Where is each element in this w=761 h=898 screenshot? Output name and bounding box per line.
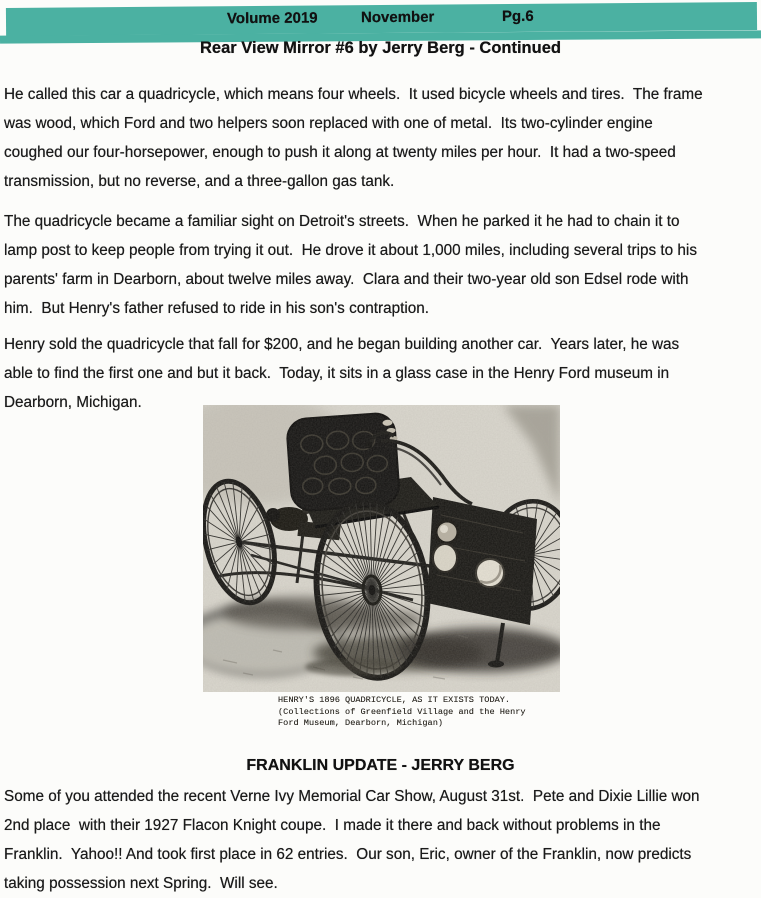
text-line: 2nd place with their 1927 Flacon Knight coupe. I made it there and back without problems in the	[4, 817, 661, 834]
caption-line: HENRY'S 1896 QUADRICYCLE, AS IT EXISTS TODAY.	[278, 695, 511, 705]
text-line: He called this car a quadricycle, which means four wheels. It used bicycle wheels and tires. The frame	[4, 86, 703, 103]
caption-line: (Collections of Greenfield Village and the Henry	[278, 706, 526, 717]
masthead-volume: Volume 2019	[226, 9, 318, 28]
article-title: Rear View Mirror #6 by Jerry Berg - Continued	[200, 39, 561, 57]
quadricycle-photo	[203, 405, 560, 692]
text-line: Some of you attended the recent Verne Ivy Memorial Car Show, August 31st. Pete and Dixie Lillie won	[4, 788, 700, 805]
text-line: him. But Henry's father refused to ride in his son's contraption.	[4, 300, 430, 317]
text-line: coughed our four-horsepower, enough to push it along at twenty miles per hour. It had a two-speed	[4, 144, 676, 161]
text-line: was wood, which Ford and two helpers soon replaced with one of metal. Its two-cylinder engine	[4, 115, 653, 132]
paragraph-detroit-streets	[4, 207, 760, 323]
masthead-page-number: Pg.6	[501, 7, 534, 26]
paragraph-sold-quadricycle	[4, 330, 760, 417]
quadricycle-photo-illustration	[203, 405, 560, 692]
text-line: Franklin. Yahoo!! And took first place in 62 entries. Our son, Eric, owner of the Franklin, now predicts	[4, 846, 692, 863]
paragraph-quadricycle-description	[4, 80, 760, 196]
paragraph-franklin-update	[4, 782, 760, 898]
text-line: Dearborn, Michigan.	[4, 394, 142, 411]
photo-caption	[278, 695, 548, 730]
photo-grain	[203, 405, 560, 692]
text-line: transmission, but no reverse, and a three-gallon gas tank.	[4, 173, 395, 190]
text-line: able to find the first one and but it back. Today, it sits in a glass case in the Henry Ford museum in	[4, 365, 670, 382]
caption-line: Ford Museum, Dearborn, Michigan)	[278, 718, 444, 728]
text-line: parents' farm in Dearborn, about twelve miles away. Clara and their two-year old son Edsel rode with	[4, 271, 689, 288]
text-line: Henry sold the quadricycle that fall for $200, and he began building another car. Years later, he was	[4, 336, 680, 353]
franklin-update-heading: FRANKLIN UPDATE - JERRY BERG	[246, 757, 515, 774]
text-line: The quadricycle became a familiar sight on Detroit's streets. When he parked it he had to chain it to	[4, 213, 680, 230]
text-line: lamp post to keep people from trying it out. He drove it about 1,000 miles, including several trips to his	[4, 242, 697, 259]
masthead-month: November	[360, 8, 435, 27]
text-line: taking possession next Spring. Will see.	[4, 875, 278, 892]
